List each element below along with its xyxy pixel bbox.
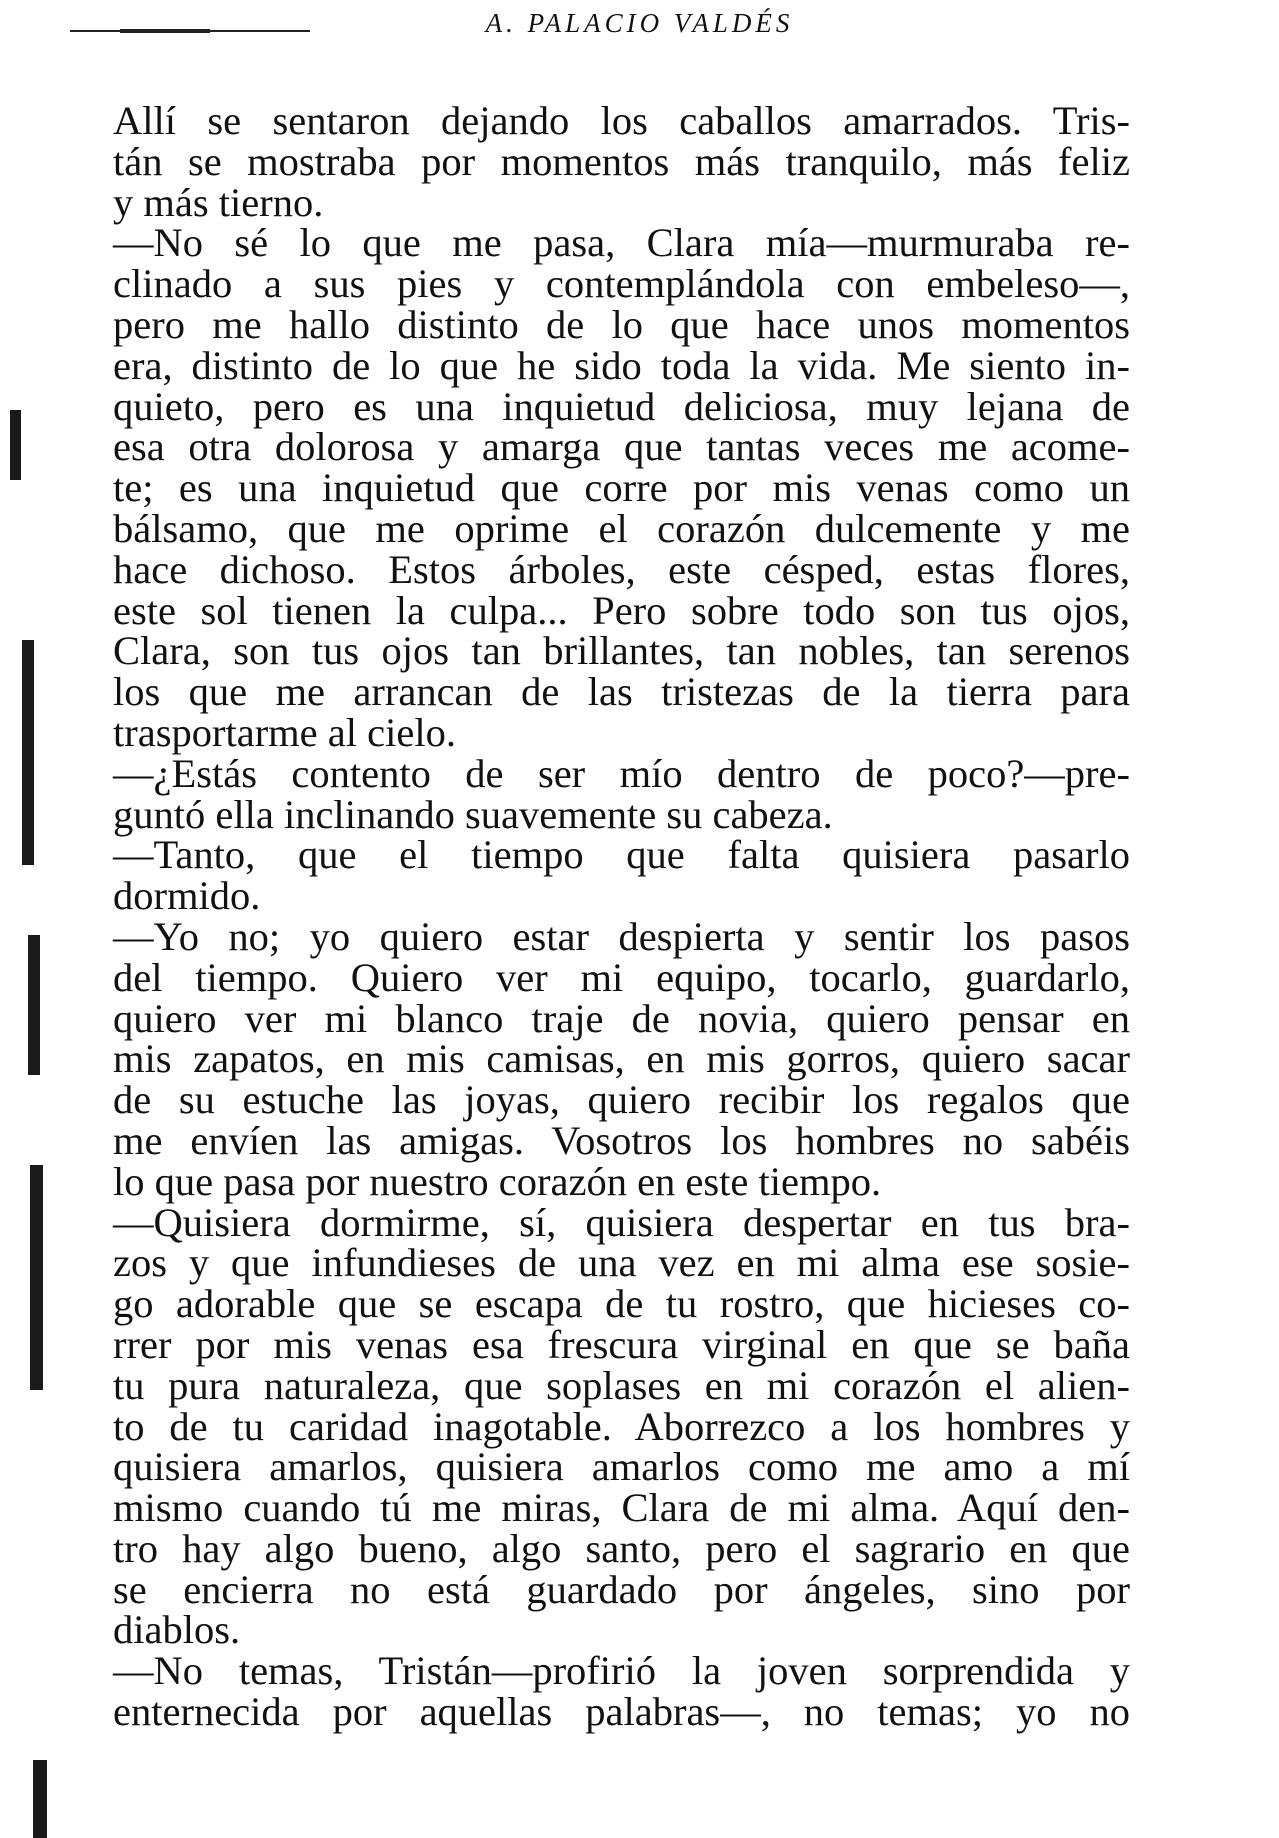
text-line: zos y que infundieses de una vez en mi alma ese sosie- xyxy=(113,1240,1130,1286)
text-line: hace dichoso. Estos árboles, este césped, estas flores, xyxy=(113,546,1130,592)
text-line: —Tanto, que el tiempo que falta quisiera pasarlo xyxy=(113,832,1130,878)
text-line: —Yo no; yo quiero estar despierta y sentir los pasos xyxy=(113,913,1130,959)
text-line: te; es una inquietud que corre por mis venas como un xyxy=(113,465,1130,511)
text-line: lo que pasa por nuestro corazón en este tiempo. xyxy=(113,1158,882,1204)
text-line: diablos. xyxy=(113,1607,241,1653)
text-line: los que me arrancan de las tristezas de la tierra para xyxy=(113,669,1130,715)
text-line: —No sé lo que me pasa, Clara mía—murmuraba re- xyxy=(113,220,1130,266)
margin-binding-mark xyxy=(10,410,21,480)
text-line: de su estuche las joyas, quiero recibir los regalos que xyxy=(113,1077,1130,1123)
body-text xyxy=(113,98,1130,1735)
text-line: del tiempo. Quiero ver mi equipo, tocarlo, guardarlo, xyxy=(113,954,1130,1000)
text-line: era, distinto de lo que he sido toda la vida. Me siento in- xyxy=(113,342,1130,388)
text-line: Clara, son tus ojos tan brillantes, tan nobles, tan serenos xyxy=(113,628,1130,674)
text-line: trasportarme al cielo. xyxy=(113,709,456,755)
running-head: A. PALACIO VALDÉS xyxy=(485,8,794,38)
text-line: —No temas, Tristán—profirió la joven sorprendida y xyxy=(113,1648,1130,1694)
margin-binding-mark xyxy=(22,640,34,865)
text-line: esa otra dolorosa y amarga que tantas veces me acome- xyxy=(113,424,1130,470)
text-line: go adorable que se escapa de tu rostro, que hicieses co- xyxy=(113,1281,1130,1327)
text-line: y más tierno. xyxy=(113,179,324,225)
text-line: tu pura naturaleza, que soplases en mi corazón el alien- xyxy=(113,1362,1130,1408)
text-line: guntó ella inclinando suavemente su cabeza. xyxy=(113,791,833,837)
text-line: dormido. xyxy=(113,873,261,919)
text-line: to de tu caridad inagotable. Aborrezco a los hombres y xyxy=(113,1403,1130,1449)
margin-binding-mark xyxy=(28,935,40,1075)
text-line: este sol tienen la culpa... Pero sobre todo son tus ojos, xyxy=(113,587,1130,633)
text-line: Allí se sentaron dejando los caballos amarrados. Tris- xyxy=(113,98,1130,143)
text-line: tán se mostraba por momentos más tranquilo, más feliz xyxy=(113,138,1130,184)
text-line: quieto, pero es una inquietud deliciosa, muy lejana de xyxy=(113,383,1130,429)
text-line: —Quisiera dormirme, sí, quisiera despertar en tus bra- xyxy=(113,1199,1130,1245)
text-line: quisiera amarlos, quisiera amarlos como me amo a mí xyxy=(113,1444,1130,1490)
text-line: —¿Estás contento de ser mío dentro de poco?—pre- xyxy=(113,750,1130,796)
text-line: mismo cuando tú me miras, Clara de mi alma. Aquí den- xyxy=(113,1485,1130,1531)
text-line: pero me hallo distinto de lo que hace unos momentos xyxy=(113,301,1130,347)
margin-binding-mark xyxy=(30,1165,43,1390)
text-line: bálsamo, que me oprime el corazón dulcemente y me xyxy=(113,505,1130,551)
margin-binding-mark xyxy=(33,1760,47,1838)
text-line: mis zapatos, en mis camisas, en mis gorros, quiero sacar xyxy=(113,1036,1130,1082)
text-line: tro hay algo bueno, algo santo, pero el sagrario en que xyxy=(113,1525,1130,1571)
text-line: rrer por mis venas esa frescura virginal en que se baña xyxy=(113,1321,1130,1367)
text-line: enternecida por aquellas palabras—, no temas; yo no xyxy=(113,1689,1130,1735)
text-line: se encierra no está guardado por ángeles, sino por xyxy=(113,1566,1130,1612)
text-line: me envíen las amigas. Vosotros los hombres no sabéis xyxy=(113,1117,1130,1163)
text-line: quiero ver mi blanco traje de novia, quiero pensar en xyxy=(113,995,1130,1041)
text-line: clinado a sus pies y contemplándola con embeleso—, xyxy=(113,261,1130,307)
